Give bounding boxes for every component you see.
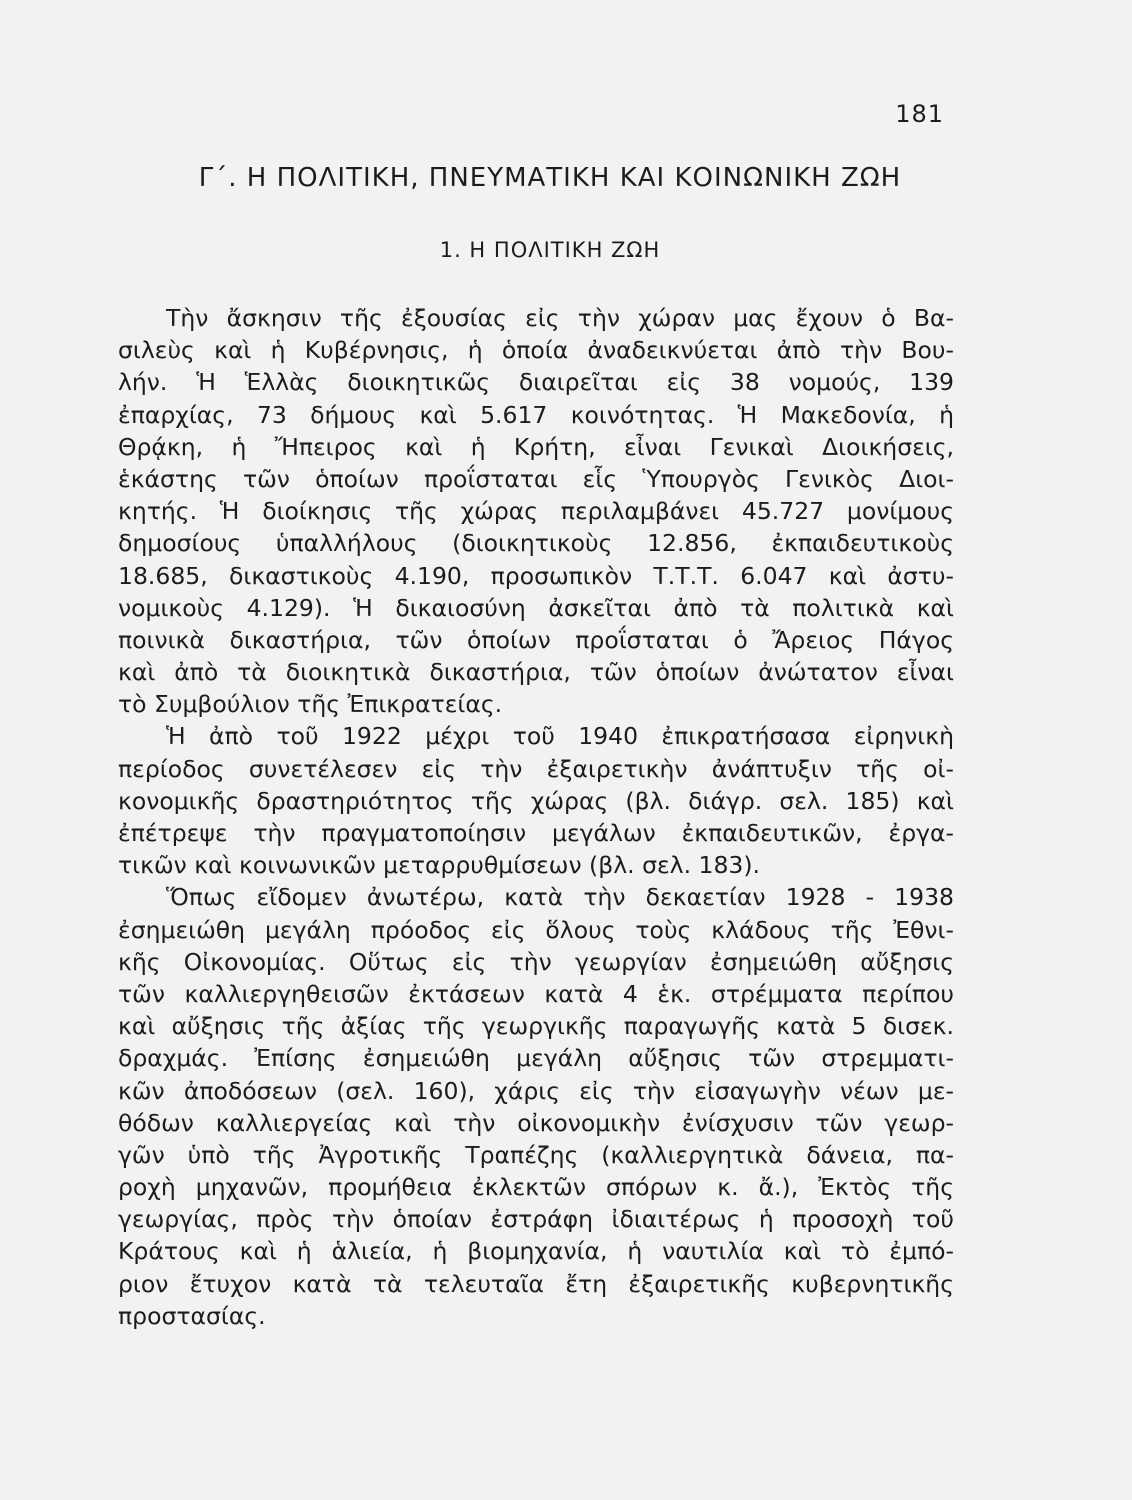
text-line: Τὴν ἄσκησιν τῆς ἐξουσίας εἰς τὴν χώραν μας ἔχουν ὁ Βα- [166, 304, 954, 332]
text-line: τικῶν καὶ κοινωνικῶν μεταρρυθμίσεων (βλ. σελ. 183). [118, 851, 761, 880]
text-line: ἐσημειώθη μεγάλη πρόοδος εἰς ὅλους τοὺς κλάδους τῆς Ἐθνι- [118, 915, 954, 944]
text-line: τὸ Συμβούλιον τῆς Ἐπικρατείας. [118, 690, 503, 719]
text-line: Ὅπως εἴδομεν ἀνωτέρω, κατὰ τὴν δεκαετίαν 1928 - 1938 [166, 883, 954, 912]
section-title: 1. Η ΠΟΛΙΤΙΚΗ ΖΩΗ [439, 238, 661, 262]
text-line: σιλεὺς καὶ ἡ Κυβέρνησις, ἡ ὁποία ἀναδεικνύεται ἀπὸ τὴν Βου- [118, 336, 954, 365]
text-line: Κράτους καὶ ἡ ἁλιεία, ἡ βιομηχανία, ἡ ναυτιλία καὶ τὸ ἐμπό- [118, 1237, 954, 1266]
text-line: Ἡ ἀπὸ τοῦ 1922 μέχρι τοῦ 1940 ἐπικρατήσασα εἰρηνικὴ [166, 722, 954, 751]
text-line: κῶν ἀποδόσεων (σελ. 160), χάρις εἰς τὴν εἰσαγωγὴν νέων με- [118, 1076, 954, 1105]
text-line: δραχμάς. Ἐπίσης ἐσημειώθη μεγάλη αὔξησις τῶν στρεμματι- [118, 1044, 954, 1073]
text-line: Θρᾴκη, ἡ Ἤπειρος καὶ ἡ Κρήτη, εἶναι Γενικαὶ Διοικήσεις, [118, 432, 954, 461]
text-line: νομικοὺς 4.129). Ἡ δικαιοσύνη ἀσκεῖται ἀπὸ τὰ πολιτικὰ καὶ [118, 593, 954, 622]
text-line: 18.685, δικαστικοὺς 4.190, προσωπικὸν Τ.Τ.Τ. 6.047 καὶ ἀστυ- [118, 561, 954, 590]
text-line: περίοδος συνετέλεσεν εἰς τὴν ἐξαιρετικὴν ἀνάπτυξιν τῆς οἰ- [118, 754, 954, 783]
text-line: ροχὴ μηχανῶν, προμήθεια ἐκλεκτῶν σπόρων κ. ἄ.), Ἐκτὸς τῆς [118, 1173, 954, 1202]
chapter-title: Γ΄. Η ΠΟΛΙΤΙΚΗ, ΠΝΕΥΜΑΤΙΚΗ ΚΑΙ ΚΟΙΝΩΝΙΚΗ ΖΩΗ [198, 163, 902, 193]
text-line: καὶ αὔξησις τῆς ἀξίας τῆς γεωργικῆς παραγωγῆς κατὰ 5 δισεκ. [118, 1012, 954, 1041]
page-number: 181 [895, 100, 944, 128]
text-line: ἐπαρχίας, 73 δήμους καὶ 5.617 κοινότητας. Ἡ Μακεδονία, ἡ [118, 400, 954, 429]
text-line: ριον ἔτυχον κατὰ τὰ τελευταῖα ἔτη ἐξαιρετικῆς κυβερνητικῆς [118, 1269, 954, 1298]
text-line: ἐπέτρεψε τὴν πραγματοποίησιν μεγάλων ἐκπαιδευτικῶν, ἐργα- [118, 819, 954, 847]
body-text [118, 302, 954, 1332]
text-line: γῶν ὑπὸ τῆς Ἀγροτικῆς Τραπέζης (καλλιεργητικὰ δάνεια, πα- [118, 1140, 954, 1169]
text-line: γεωργίας, πρὸς τὴν ὁποίαν ἐστράφη ἰδιαιτέρως ἡ προσοχὴ τοῦ [118, 1205, 954, 1234]
text-line: θόδων καλλιεργείας καὶ τὴν οἰκονομικὴν ἐνίσχυσιν τῶν γεωρ- [118, 1108, 954, 1137]
text-line: καὶ ἀπὸ τὰ διοικητικὰ δικαστήρια, τῶν ὁποίων ἀνώτατον εἶναι [118, 658, 954, 687]
text-line: λήν. Ἡ Ἑλλὰς διοικητικῶς διαιρεῖται εἰς 38 νομούς, 139 [118, 368, 954, 397]
text-line: ἑκάστης τῶν ὁποίων προΐσταται εἷς Ὑπουργὸς Γενικὸς Διοι- [118, 464, 954, 493]
text-line: ποινικὰ δικαστήρια, τῶν ὁποίων προΐσταται ὁ Ἄρειος Πάγος [118, 625, 954, 654]
text-line: δημοσίους ὑπαλλήλους (διοικητικοὺς 12.856, ἐκπαιδευτικοὺς [118, 529, 954, 558]
text-line: κῆς Οἰκονομίας. Οὕτως εἰς τὴν γεωργίαν ἐσημειώθη αὔξησις [118, 947, 954, 976]
text-line: προστασίας. [118, 1301, 266, 1330]
text-line: κονομικῆς δραστηριότητος τῆς χώρας (βλ. διάγρ. σελ. 185) καὶ [118, 786, 954, 815]
text-line: τῶν καλλιεργηθεισῶν ἐκτάσεων κατὰ 4 ἑκ. στρέμματα περίπου [118, 979, 954, 1008]
text-line: κητής. Ἡ διοίκησις τῆς χώρας περιλαμβάνει 45.727 μονίμους [118, 497, 954, 526]
